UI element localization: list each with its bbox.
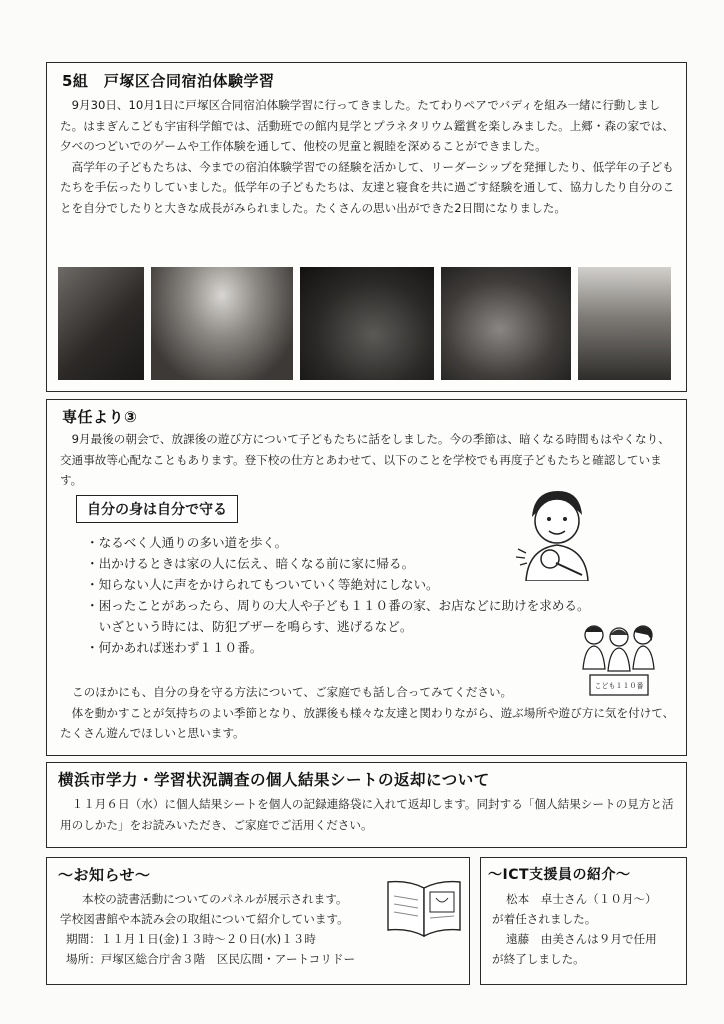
section-camp-body [60,95,676,218]
notice-line-2: 学校図書館や本読み会の取組について紹介しています。 [60,912,349,926]
camp-photo-5 [578,267,671,380]
section-survey-title: 横浜市学力・学習状況調査の個人結果シートの返却について [58,771,490,789]
camp-paragraph-1: 9月30日、10月1日に戸塚区合同宿泊体験学習に行ってきました。たてわりペアでバディを組み一緒に行動しました。はまぎんこども宇宙科学館では、活動班での館内見学とプラネタリウム鑑賞を楽しみました。上郷・森の家では、夕べのつどいでのゲームや工作体験を通して、他校の児童と親睦を深めることができました。 [60,98,675,153]
notice-line-1: 本校の読書活動についてのパネルが展示されます。 [82,892,348,906]
safety-item: いざという時には、防犯ブザーを鳴らす、逃げるなど。 [86,619,413,634]
section-ict-title: ～ICT支援員の紹介～ [488,867,631,883]
notice-line-3: 期間：１１月１日(金)１３時～２０日(水)１３時 [66,932,316,946]
camp-photo-4 [441,267,571,380]
section-notice-title: ～お知らせ～ [58,866,151,884]
safety-item: ・困ったことがあったら、周りの大人や子ども１１０番の家、お店などに助けを求める。 [86,598,590,613]
section-survey-body: １１月６日（水）に個人結果シートを個人の記録連絡袋に入れて返却します。同封する「個人結果シートの見方と活用のしかた」をお読みいただき、ご家庭でご活用ください。 [60,797,674,832]
safety-heading: 自分の身は自分で守る [76,495,238,523]
open-book-illustration [384,876,464,938]
section-notice-body [60,889,390,969]
ict-line-4: が終了しました。 [492,952,585,966]
ict-line-1: 松本 卓士さん（１０月～） [506,892,657,906]
section-ict-body [492,889,682,969]
notice-line-4: 場所：戸塚区総合庁舎３階 区民広間・アートコリドー [66,952,356,966]
safety-item: ・なるべく人通りの多い道を歩く。 [86,535,288,550]
closing-line-1: このほかにも、自分の身を守る方法について、ご家庭でも話し合ってみてください。 [72,685,513,699]
ict-line-2: が着任されました。 [492,912,597,926]
section-camp-title: 5組 戸塚区合同宿泊体験学習 [62,72,275,90]
safety-item: ・知らない人に声をかけられてもついていく等絶対にしない。 [86,577,439,592]
closing-line-2: 体を動かすことが気持ちのよい季節となり、放課後も様々な友達と関わりながら、遊ぶ場所や遊び方に気を付けて、たくさん遊んでほしいと思います。 [60,705,675,740]
family-illustration-sign: こども１１０番 [594,682,644,690]
camp-photo-2 [151,267,293,380]
section-teacher-intro: 9月最後の朝会で、放課後の遊び方について子どもたちに話をしました。今の季節は、暗くなる時間もはやくなり、交通事故等心配なこともあります。登下校の仕方とあわせて、以下のことを学校でも再度子どもたちと確認しています。 [60,432,670,487]
camp-photo-3 [300,267,434,380]
ict-line-3: 遠藤 由美さんは９月で任用 [506,932,657,946]
camp-photo-1 [58,267,144,380]
camp-paragraph-2: 高学年の子どもたちは、今までの宿泊体験学習での経験を活かして、リーダーシップを発揮したり、低学年の子どもたちを手伝ったりしていました。低学年の子どもたちは、友達と寝食を共に過ごす経験を通して、協力したり自分のことを自分でしたりと大きな成長がみられました。たくさんの思い出ができた2日間になりました。 [60,159,675,215]
section-teacher-title: 専任より③ [62,408,138,426]
boy-with-buzzer-illustration [512,483,602,581]
safety-item: ・出かけるときは家の人に伝え、暗くなる前に家に帰る。 [86,556,415,571]
safety-item: ・何かあれば迷わず１１０番。 [86,640,263,655]
